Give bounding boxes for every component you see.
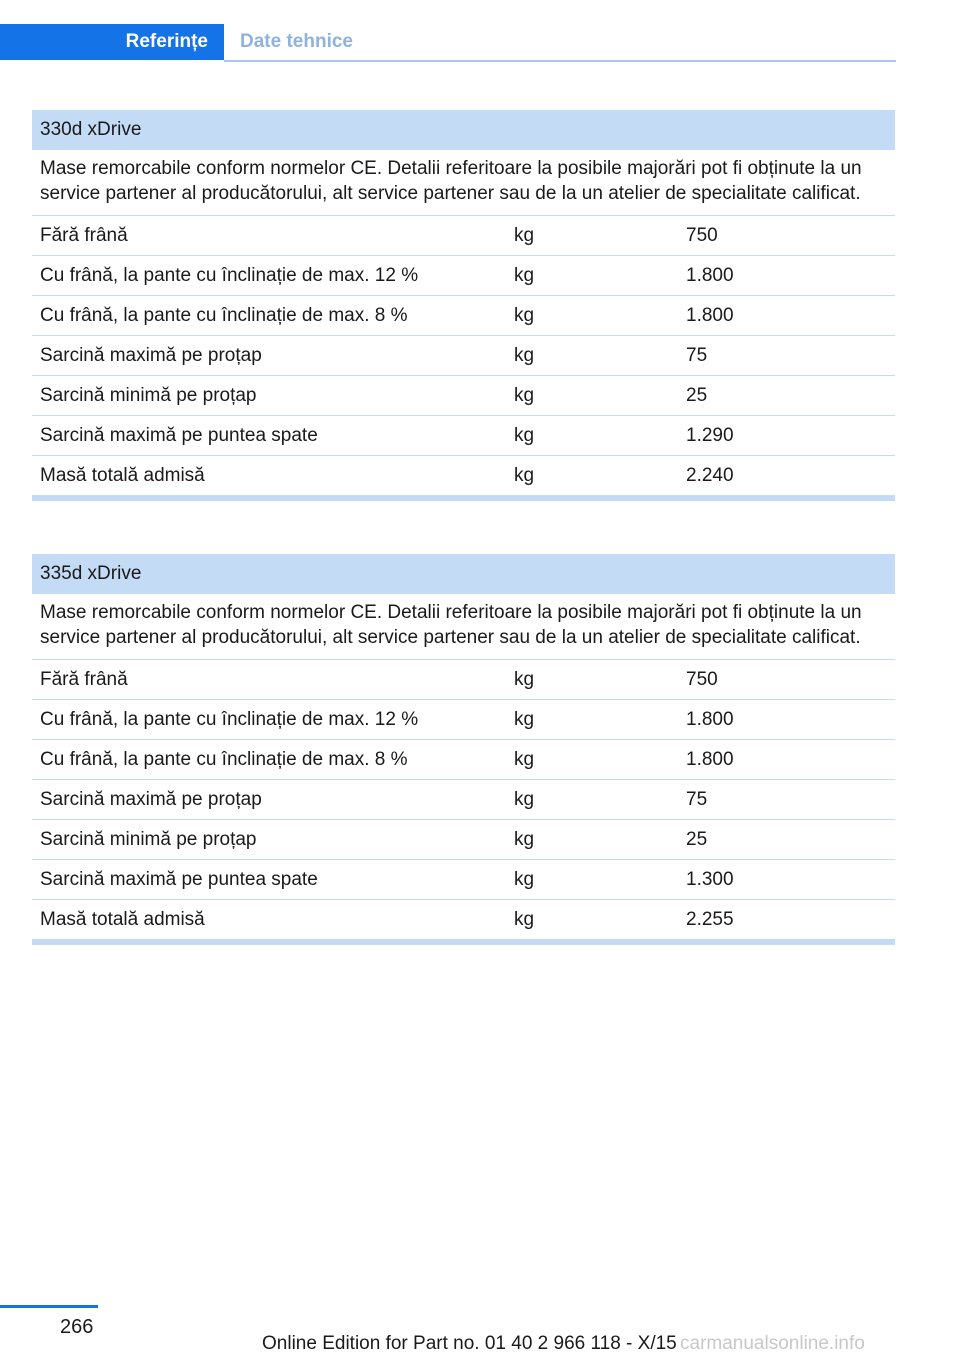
row-value: 1.800 <box>686 708 734 730</box>
row-unit: kg <box>514 748 535 770</box>
table-row <box>32 900 895 940</box>
row-unit: kg <box>514 344 535 366</box>
row-label: Sarcină maximă pe puntea spate <box>40 424 318 446</box>
row-value: 25 <box>686 828 708 850</box>
row-unit: kg <box>514 788 535 810</box>
row-value: 1.800 <box>686 304 734 326</box>
row-value: 2.240 <box>686 464 734 486</box>
row-unit: kg <box>514 668 535 690</box>
row-label: Masă totală admisă <box>40 464 205 486</box>
table-row <box>32 456 895 496</box>
row-unit: kg <box>514 868 535 890</box>
table-row <box>32 700 895 740</box>
row-unit: kg <box>514 424 535 446</box>
row-label: Sarcină maximă pe proțap <box>40 344 262 366</box>
row-unit: kg <box>514 304 535 326</box>
table-title: 335d xDrive <box>32 554 895 594</box>
row-label: Sarcină maximă pe proțap <box>40 788 262 810</box>
row-value: 750 <box>686 668 718 690</box>
table-row <box>32 256 895 296</box>
row-label: Cu frână, la pante cu înclinație de max. 8 % <box>40 304 408 326</box>
row-unit: kg <box>514 384 535 406</box>
table-row <box>32 820 895 860</box>
row-label: Fără frână <box>40 668 128 690</box>
row-label: Masă totală admisă <box>40 908 205 930</box>
row-label: Fără frână <box>40 224 128 246</box>
table-description: Mase remorcabile conform normelor CE. Detalii referitoare la posibile majorări pot fi obținute la un service partener al producătorului, alt service partener sau de la un atelier de specialitate calificat. <box>32 150 895 216</box>
table-row <box>32 376 895 416</box>
table-description: Mase remorcabile conform normelor CE. Detalii referitoare la posibile majorări pot fi obținute la un service partener al producătorului, alt service partener sau de la un atelier de specialitate calificat. <box>32 594 895 660</box>
row-value: 1.300 <box>686 868 734 890</box>
row-label: Cu frână, la pante cu înclinație de max. 8 % <box>40 748 408 770</box>
table-row <box>32 216 895 256</box>
tab-date-tehnice[interactable]: Date tehnice <box>240 31 353 52</box>
page-header <box>0 24 896 62</box>
spec-table-335d <box>32 554 895 945</box>
row-unit: kg <box>514 224 535 246</box>
table-title: 330d xDrive <box>32 110 895 150</box>
row-value: 75 <box>686 788 708 810</box>
row-value: 25 <box>686 384 708 406</box>
row-unit: kg <box>514 708 535 730</box>
row-unit: kg <box>514 828 535 850</box>
table-row <box>32 860 895 900</box>
table-row <box>32 336 895 376</box>
table-row <box>32 740 895 780</box>
row-value: 1.800 <box>686 748 734 770</box>
row-unit: kg <box>514 464 535 486</box>
table-row <box>32 660 895 700</box>
row-value: 2.255 <box>686 908 734 930</box>
header-divider <box>224 60 896 62</box>
row-label: Cu frână, la pante cu înclinație de max. 12 % <box>40 264 419 286</box>
row-value: 750 <box>686 224 718 246</box>
row-value: 1.290 <box>686 424 734 446</box>
row-unit: kg <box>514 264 535 286</box>
row-label: Sarcină maximă pe puntea spate <box>40 868 318 890</box>
watermark: carmanualsonline.info <box>680 1333 865 1354</box>
table-row <box>32 780 895 820</box>
row-label: Cu frână, la pante cu înclinație de max. 12 % <box>40 708 419 730</box>
page-number: 266 <box>60 1316 94 1338</box>
spec-table-330d <box>32 110 895 501</box>
table-row <box>32 416 895 456</box>
row-label: Sarcină minimă pe proțap <box>40 384 257 406</box>
row-value: 75 <box>686 344 708 366</box>
row-label: Sarcină minimă pe proțap <box>40 828 257 850</box>
tab-referinte[interactable]: Referințe <box>0 24 224 60</box>
row-unit: kg <box>514 908 535 930</box>
edition-note: Online Edition for Part no. 01 40 2 966 118 - X/15 <box>262 1333 677 1354</box>
table-row <box>32 296 895 336</box>
table-bottom-rule <box>32 940 895 945</box>
table-bottom-rule <box>32 496 895 501</box>
row-value: 1.800 <box>686 264 734 286</box>
footer-accent-line <box>0 1305 98 1308</box>
